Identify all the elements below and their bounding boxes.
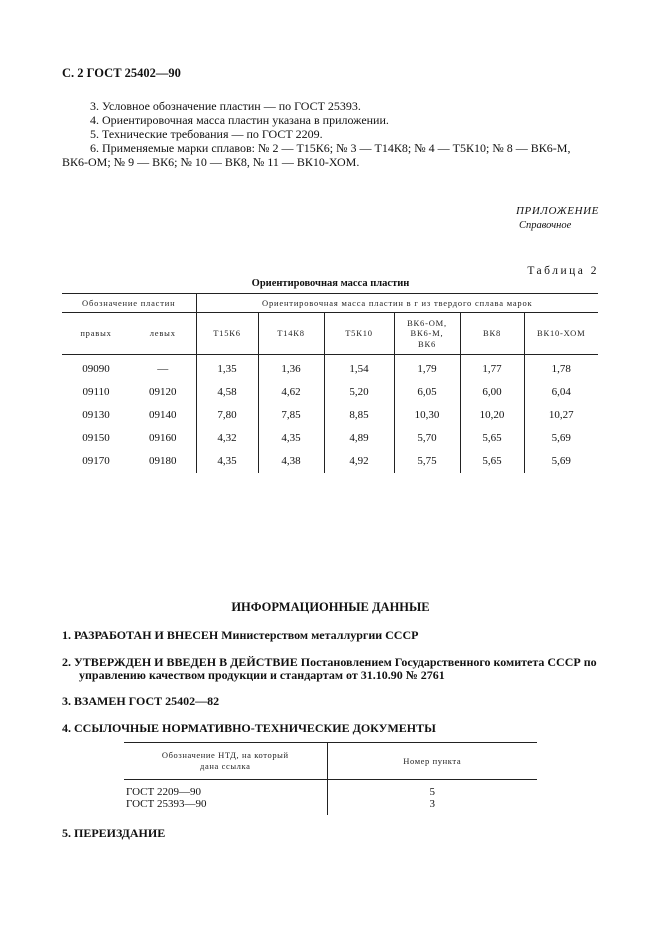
ref-header-document-line1: Обозначение НТД, на который bbox=[161, 749, 289, 760]
column-header-vk8: ВК8 bbox=[460, 313, 524, 355]
column-header-vk6-line3: ВК6 bbox=[418, 338, 436, 349]
column-header-left: левых bbox=[130, 313, 196, 355]
cell: 5,70 bbox=[394, 427, 460, 450]
cell: 5,65 bbox=[460, 427, 524, 450]
info-item-2-line1: 2. УТВЕРЖДЕН И ВВЕДЕН В ДЕЙСТВИЕ Постановлением Государственного комитета СССР по bbox=[62, 655, 597, 669]
table-row bbox=[124, 786, 537, 798]
info-item-4: 4. ССЫЛОЧНЫЕ НОРМАТИВНО-ТЕХНИЧЕСКИЕ ДОКУМЕНТЫ bbox=[62, 721, 436, 735]
cell: 4,32 bbox=[196, 427, 258, 450]
cell: 5,69 bbox=[524, 427, 598, 450]
cell: — bbox=[157, 363, 169, 376]
cell: 4,92 bbox=[324, 450, 394, 473]
cell: 1,36 bbox=[258, 355, 324, 382]
info-item-1: 1. РАЗРАБОТАН И ВНЕСЕН Министерством металлургии СССР bbox=[62, 628, 419, 642]
ref-header-document-line2: дана ссылка bbox=[200, 761, 251, 771]
cell: 1,35 bbox=[196, 355, 258, 382]
column-header-vk6-line2: ВК6-М, bbox=[410, 328, 444, 339]
ref-header-item-number: Номер пункта bbox=[327, 743, 537, 780]
cell: 5,20 bbox=[324, 381, 394, 404]
cell: 09120 bbox=[149, 385, 177, 398]
column-header-t5k10: Т5К10 bbox=[324, 313, 394, 355]
cell: 6,04 bbox=[524, 381, 598, 404]
cell: 4,35 bbox=[196, 450, 258, 473]
ref-document: ГОСТ 2209—90 bbox=[126, 786, 201, 798]
cell: 10,30 bbox=[394, 404, 460, 427]
cell: 09110 bbox=[82, 385, 110, 398]
cell: 7,85 bbox=[258, 404, 324, 427]
table-row bbox=[62, 427, 598, 450]
cell: 4,58 bbox=[196, 381, 258, 404]
group-header-mass: Ориентировочная масса пластин в г из твердого сплава марок bbox=[196, 294, 598, 313]
paragraph-3: 3. Условное обозначение пластин — по ГОСТ 25393. bbox=[90, 99, 361, 113]
cell: 09160 bbox=[149, 431, 177, 444]
cell: 8,85 bbox=[324, 404, 394, 427]
cell: 09090 bbox=[82, 363, 110, 376]
table-caption: Ориентировочная масса пластин bbox=[251, 278, 410, 289]
cell: 7,80 bbox=[196, 404, 258, 427]
cell: 4,89 bbox=[324, 427, 394, 450]
cell: 10,27 bbox=[524, 404, 598, 427]
cell: 09180 bbox=[149, 454, 177, 467]
appendix-title: ПРИЛОЖЕНИЕ bbox=[516, 205, 599, 217]
cell: 09170 bbox=[82, 454, 110, 467]
paragraph-6-line2: ВК6-ОМ; № 9 — ВК6; № 10 — ВК8, № 11 — ВК10-ХОМ. bbox=[62, 155, 360, 169]
reference-documents-table bbox=[124, 742, 537, 815]
cell: 5,69 bbox=[524, 450, 598, 473]
info-item-2-line2: управлению качеством продукции и стандартам от 31.10.90 № 2761 bbox=[79, 668, 445, 682]
paragraph-4: 4. Ориентировочная масса пластин указана в приложении. bbox=[90, 113, 389, 127]
cell: 5,65 bbox=[460, 450, 524, 473]
mass-table bbox=[62, 293, 598, 473]
cell: 1,79 bbox=[394, 355, 460, 382]
cell: 09140 bbox=[149, 408, 177, 421]
column-header-right: правых bbox=[62, 313, 130, 355]
page-header: С. 2 ГОСТ 25402—90 bbox=[62, 66, 181, 80]
group-header-designation: Обозначение пластин bbox=[62, 294, 196, 313]
table-row bbox=[62, 404, 598, 427]
column-header-t14k8: Т14К8 bbox=[258, 313, 324, 355]
ref-document: ГОСТ 25393—90 bbox=[126, 798, 207, 810]
cell: 4,38 bbox=[258, 450, 324, 473]
column-header-vk6-line1: ВК6-ОМ, bbox=[407, 317, 447, 328]
column-header-t15k6: Т15К6 bbox=[196, 313, 258, 355]
table-label: Таблица 2 bbox=[527, 265, 599, 277]
cell: 4,35 bbox=[258, 427, 324, 450]
paragraph-5: 5. Технические требования — по ГОСТ 2209. bbox=[90, 127, 323, 141]
cell: 5,75 bbox=[394, 450, 460, 473]
info-item-5: 5. ПЕРЕИЗДАНИЕ bbox=[62, 826, 166, 840]
info-item-3: 3. ВЗАМЕН ГОСТ 25402—82 bbox=[62, 694, 220, 708]
ref-item-number: 3 bbox=[327, 798, 537, 815]
column-header-vk6 bbox=[394, 313, 460, 355]
ref-item-number: 5 bbox=[327, 786, 537, 798]
cell: 1,54 bbox=[324, 355, 394, 382]
column-header-vk10-hom: ВК10-ХОМ bbox=[524, 313, 598, 355]
cell: 4,62 bbox=[258, 381, 324, 404]
cell: 6,05 bbox=[394, 381, 460, 404]
appendix-subtitle: Справочное bbox=[519, 220, 572, 231]
info-title: ИНФОРМАЦИОННЫЕ ДАННЫЕ bbox=[231, 600, 430, 614]
table-row bbox=[62, 381, 598, 404]
cell: 10,20 bbox=[460, 404, 524, 427]
paragraph-6-line1: 6. Применяемые марки сплавов: № 2 — Т15К6; № 3 — Т14К8; № 4 — Т5К10; № 8 — ВК6-М, bbox=[90, 141, 571, 155]
cell: 09130 bbox=[82, 408, 110, 421]
table-row bbox=[62, 355, 598, 382]
cell: 09150 bbox=[82, 431, 110, 444]
ref-header-document bbox=[124, 743, 327, 780]
cell: 1,78 bbox=[524, 355, 598, 382]
table-row bbox=[124, 798, 537, 815]
cell: 1,77 bbox=[460, 355, 524, 382]
cell: 6,00 bbox=[460, 381, 524, 404]
table-row bbox=[62, 450, 598, 473]
